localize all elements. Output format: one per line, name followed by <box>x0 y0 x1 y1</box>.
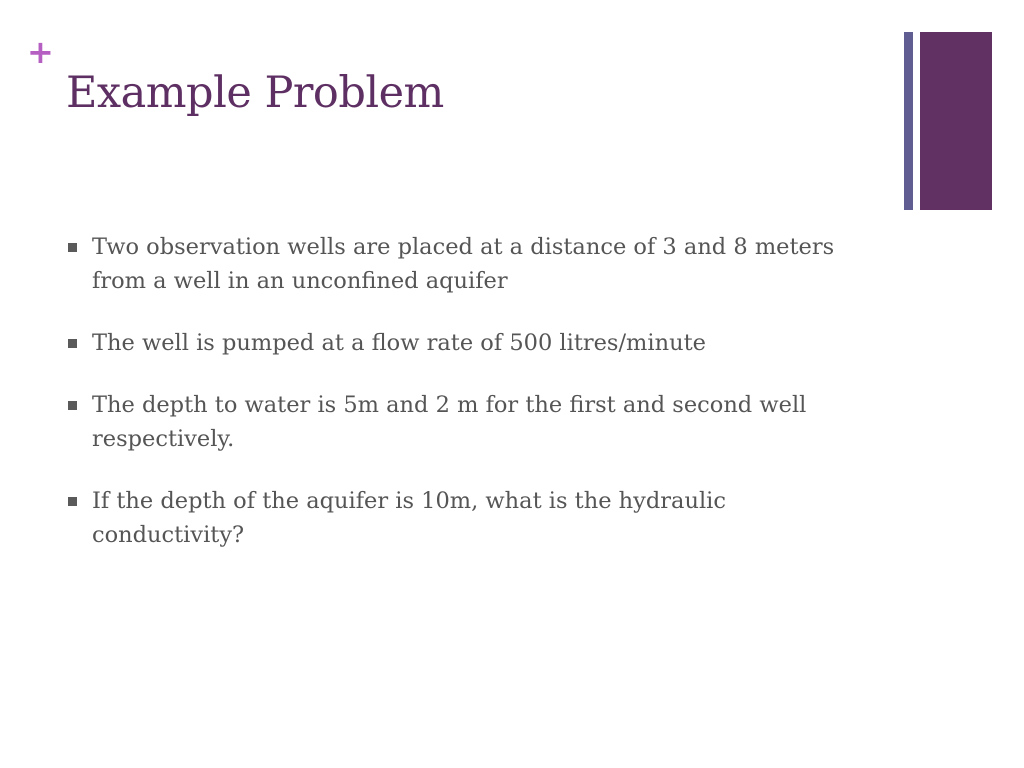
bullet-item <box>68 388 848 456</box>
bullet-text: The depth to water is 5m and 2 m for the first and second well respectively. <box>92 392 807 452</box>
bullet-text: The well is pumped at a flow rate of 500 litres/minute <box>92 330 706 356</box>
bullet-square-icon <box>68 497 77 506</box>
accent-bar-thick <box>920 32 992 210</box>
bullet-square-icon <box>68 339 77 348</box>
bullet-square-icon <box>68 401 77 410</box>
bullet-item <box>68 326 848 360</box>
plus-marker-icon: + <box>27 33 54 71</box>
slide-title: Example Problem <box>66 68 444 118</box>
bullet-text: If the depth of the aquifer is 10m, what is the hydraulic conductivity? <box>92 488 726 548</box>
bullet-item <box>68 484 848 552</box>
bullet-text: Two observation wells are placed at a distance of 3 and 8 meters from a well in an unconfined aquifer <box>92 234 835 294</box>
bullet-square-icon <box>68 243 77 252</box>
accent-bar-thin <box>904 32 913 210</box>
bullet-list <box>68 230 848 580</box>
bullet-item <box>68 230 848 298</box>
